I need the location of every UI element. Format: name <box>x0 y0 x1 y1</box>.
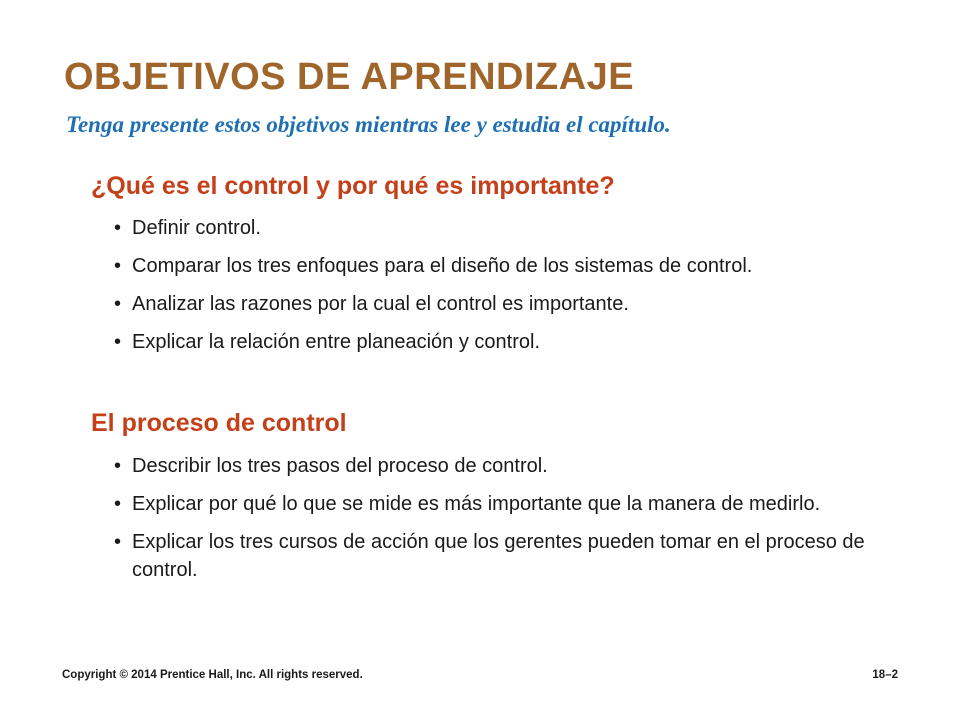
list-item <box>113 490 893 518</box>
list-item-text: Comparar los tres enfoques para el diseño de los sistemas de control. <box>132 255 753 277</box>
list-item-text: Explicar los tres cursos de acción que los gerentes pueden tomar en el proceso de control. <box>132 531 865 581</box>
list-item-text: Definir control. <box>132 217 261 239</box>
list-item <box>113 528 893 584</box>
list-item <box>113 252 893 280</box>
list-item <box>113 290 893 318</box>
bullet-icon: • <box>114 531 122 553</box>
list-item <box>113 214 893 242</box>
list-item <box>113 328 893 356</box>
slide-title: OBJETIVOS DE APRENDIZAJE <box>64 56 635 98</box>
bullet-list-control <box>113 214 893 366</box>
list-item <box>113 452 893 480</box>
list-item-text: Describir los tres pasos del proceso de control. <box>132 455 548 477</box>
bullet-icon: • <box>114 331 122 353</box>
section-heading-process: El proceso de control <box>91 409 347 437</box>
list-item-text: Analizar las razones por la cual el control es importante. <box>132 293 629 315</box>
bullet-icon: • <box>114 255 122 277</box>
footer-copyright: Copyright © 2014 Prentice Hall, Inc. All rights reserved. <box>62 669 363 681</box>
list-item-text: Explicar la relación entre planeación y control. <box>132 331 540 353</box>
bullet-icon: • <box>114 455 122 477</box>
section-heading-control: ¿Qué es el control y por qué es importante? <box>91 172 615 200</box>
slide-subtitle: Tenga presente estos objetivos mientras lee y estudia el capítulo. <box>66 112 671 137</box>
list-item-text: Explicar por qué lo que se mide es más importante que la manera de medirlo. <box>132 493 821 515</box>
bullet-icon: • <box>114 217 122 239</box>
bullet-list-process <box>113 452 893 594</box>
footer-page-number: 18–2 <box>872 669 898 681</box>
bullet-icon: • <box>114 493 122 515</box>
bullet-icon: • <box>114 293 122 315</box>
